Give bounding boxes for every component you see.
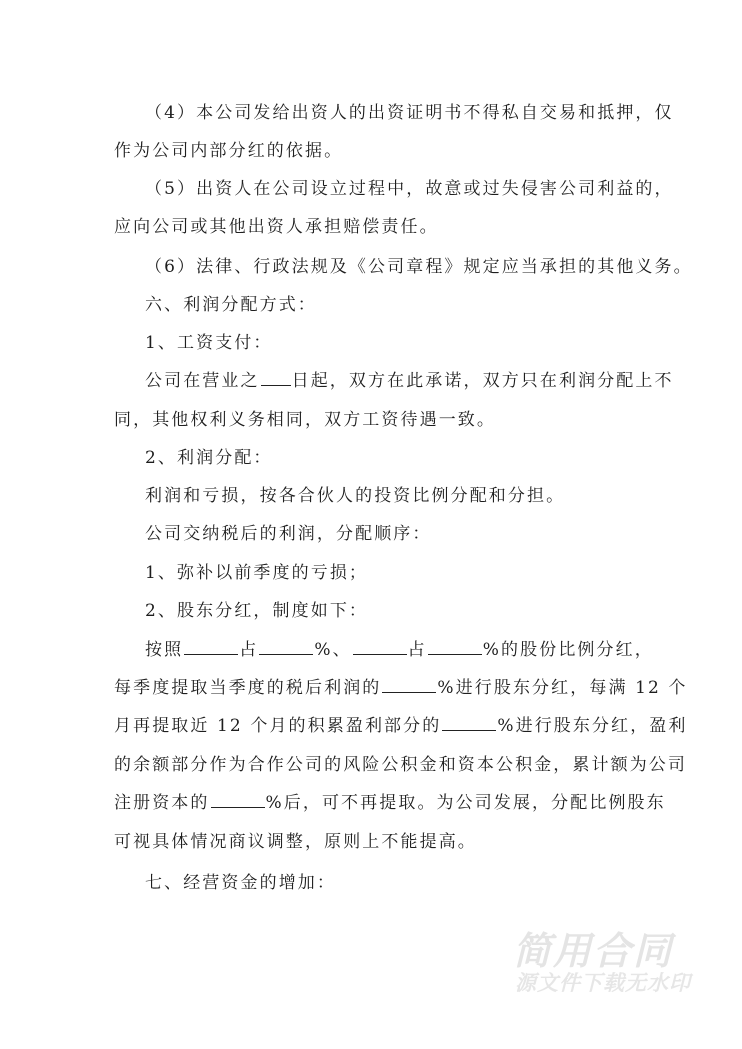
paragraph-line: 同，其他权利义务相同，双方工资待遇一致。 xyxy=(114,410,496,430)
text-segment: 公司在营业之 xyxy=(145,371,260,391)
fill-in-blank[interactable] xyxy=(259,640,313,655)
paragraph-line xyxy=(114,678,688,698)
text-segment: 占 xyxy=(239,640,259,660)
subsection-heading: 1、工资支付： xyxy=(145,333,273,353)
watermark-subtitle: 源文件下载无水印 xyxy=(515,971,691,995)
fill-in-blank[interactable] xyxy=(211,793,265,808)
paragraph-line: 利润和亏损，按各合伙人的投资比例分配和分担。 xyxy=(145,486,566,506)
watermark-title: 简用合同 xyxy=(513,929,674,973)
fill-in-blank[interactable] xyxy=(382,678,436,693)
paragraph-line: 可视具体情况商议调整，原则上不能提高。 xyxy=(114,832,477,852)
subsection-heading: 2、利润分配： xyxy=(145,448,273,468)
paragraph-line: 公司交纳税后的利润，分配顺序： xyxy=(145,524,432,544)
paragraph-line: （5）出资人在公司设立过程中，故意或过失侵害公司利益的， xyxy=(145,179,674,199)
list-item: 1、弥补以前季度的亏损； xyxy=(145,563,369,583)
paragraph-line: 应向公司或其他出资人承担赔偿责任。 xyxy=(114,217,439,237)
fill-in-blank[interactable] xyxy=(428,640,482,655)
fill-in-blank[interactable] xyxy=(442,716,496,731)
text-segment: 每季度提取当季度的税后利润的 xyxy=(114,678,382,698)
text-segment: 占 xyxy=(407,640,427,660)
section-heading: 七、经营资金的增加： xyxy=(145,873,336,893)
paragraph-line: （4）本公司发给出资人的出资证明书不得私自交易和抵押，仅 xyxy=(145,103,674,123)
paragraph-line xyxy=(145,640,654,660)
paragraph-line xyxy=(145,371,674,391)
paragraph-line xyxy=(114,793,666,813)
text-segment: 日起，双方在此承诺，双方只在利润分配上不 xyxy=(291,371,674,391)
fill-in-blank[interactable] xyxy=(184,640,238,655)
fill-in-blank[interactable] xyxy=(261,371,291,386)
paragraph-line: （6）法律、行政法规及《公司章程》规定应当承担的其他义务。 xyxy=(145,257,693,277)
text-segment: %进行股东分红，每满 12 个 xyxy=(437,678,688,698)
text-segment: 注册资本的 xyxy=(114,793,210,813)
paragraph-line xyxy=(114,716,688,736)
text-segment: %的股份比例分红， xyxy=(482,640,654,660)
text-segment: %、 xyxy=(314,640,352,660)
section-heading: 六、利润分配方式： xyxy=(145,295,317,315)
text-segment: %进行股东分红，盈利 xyxy=(497,716,688,736)
fill-in-blank[interactable] xyxy=(353,640,407,655)
paragraph-line: 作为公司内部分红的依据。 xyxy=(114,141,344,161)
text-segment: 月再提取近 12 个月的积累盈利部分的 xyxy=(114,716,442,736)
list-item: 2、股东分红，制度如下： xyxy=(145,601,369,621)
paragraph-line: 的余额部分作为合作公司的风险公积金和资本公积金，累计额为公司 xyxy=(114,755,687,775)
text-segment: 按照 xyxy=(145,640,184,660)
text-segment: %后，可不再提取。为公司发展，分配比例股东 xyxy=(265,793,666,813)
